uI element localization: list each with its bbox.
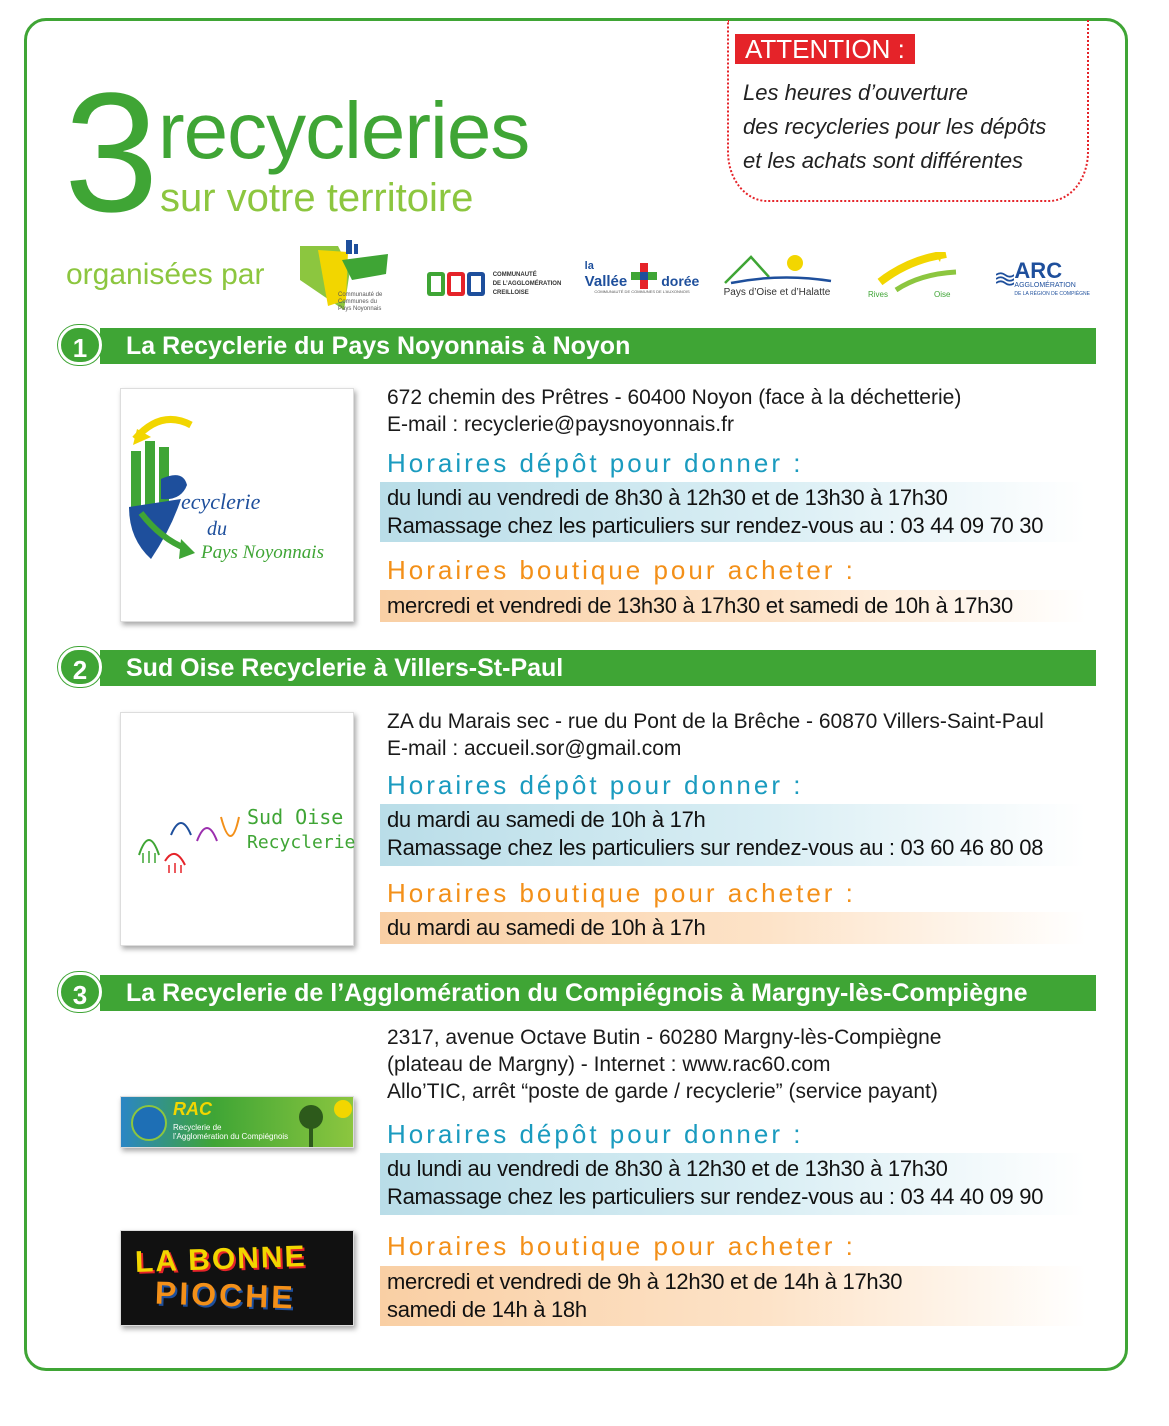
- logo-noyon-line: ecyclerie: [181, 489, 261, 514]
- section-3-deposit-heading: Horaires dépôt pour donner :: [387, 1119, 804, 1149]
- logo-rac-line: Recyclerie de: [173, 1123, 222, 1132]
- logo-rac-line: l’Agglomération du Compiégnois: [173, 1132, 289, 1141]
- organised-by-label: organisées par: [66, 258, 265, 291]
- hours-line: du lundi au vendredi de 8h30 à 12h30 et de 13h30 à 17h30: [387, 485, 948, 510]
- section-1-shop-hours: [380, 590, 1086, 622]
- logo-pays-noyonnais: [298, 240, 390, 312]
- logo-pays-noyonnais-text: Communauté de Communes du Pays Noyonnais: [338, 292, 383, 312]
- logo-acc: [418, 266, 570, 302]
- section-3-address: [387, 1024, 942, 1105]
- section-2-shop-heading: Horaires boutique pour acheter :: [387, 878, 856, 908]
- hours-line: Ramassage chez les particuliers sur rendez-vous au : 03 44 40 09 90: [387, 1184, 1044, 1209]
- section-1-address: [387, 384, 961, 438]
- logo-acc-line: COMMUNAUTÉ: [492, 271, 537, 278]
- waves-icon: [996, 266, 1014, 292]
- logo-noyon-line: Pays Noyonnais: [201, 542, 324, 563]
- hours-line: Ramassage chez les particuliers sur rendez-vous au : 03 44 09 70 30: [387, 513, 1044, 538]
- logo-vallee-name: Vallée: [584, 272, 628, 290]
- section-2-shop-hours: [380, 912, 1086, 944]
- hours-line: mercredi et vendredi de 13h30 à 17h30 et samedi de 10h à 17h30: [387, 593, 1013, 618]
- logo-sud-oise-line: Sud Oise: [247, 805, 344, 829]
- logo-arc-name: ARC: [1014, 258, 1063, 283]
- logo-sud-oise: [120, 712, 354, 946]
- section-2-deposit-heading: Horaires dépôt pour donner :: [387, 770, 804, 800]
- logo-arc: [996, 256, 1090, 302]
- address-line: ZA du Marais sec - rue du Pont de la Brêche - 60870 Villers-Saint-Paul: [387, 710, 1044, 733]
- logo-vallee-doree: dorée: [661, 272, 700, 289]
- hours-line: du mardi au samedi de 10h à 17h: [387, 807, 706, 832]
- section-3-title: La Recyclerie de l’Agglomération du Compiégnois à Margny-lès-Compiègne: [100, 975, 1096, 1011]
- logo-arc-sub: DE LA RÉGION DE COMPIÈGNE: [1014, 291, 1090, 297]
- address-line: (plateau de Margny) - Internet : www.rac60.com: [387, 1053, 831, 1076]
- attention-line: et les achats sont différentes: [743, 148, 1024, 173]
- attention-line: Les heures d’ouverture: [743, 80, 969, 105]
- page-subtitle: sur votre territoire: [160, 176, 474, 220]
- address-line: 2317, avenue Octave Butin - 60280 Margny-lès-Compiègne: [387, 1026, 942, 1049]
- hands-icon: [135, 805, 245, 875]
- section-3-number: 3: [58, 972, 102, 1012]
- rives-oise-icon: [876, 252, 964, 302]
- address-line: E-mail : accueil.sor@gmail.com: [387, 737, 682, 760]
- logo-acc-line: CREILLOISE: [492, 289, 529, 296]
- logo-rives-oise: [868, 252, 964, 302]
- attention-text: [743, 76, 1073, 178]
- logo-pioche-line: LA BONNE: [134, 1240, 308, 1279]
- hours-line: Ramassage chez les particuliers sur rendez-vous au : 03 60 46 80 08: [387, 835, 1044, 860]
- section-3-shop-heading: Horaires boutique pour acheter :: [387, 1231, 856, 1261]
- logo-acc-icon: [427, 269, 489, 299]
- section-1-title: La Recyclerie du Pays Noyonnais à Noyon: [100, 328, 1096, 364]
- logo-sud-oise-line: Recyclerie: [247, 832, 356, 853]
- logo-rives-text: Rives: [868, 290, 889, 299]
- logo-oise-halatte: [718, 246, 836, 302]
- attention-line: des recycleries pour les dépôts: [743, 114, 1047, 139]
- hours-line: du lundi au vendredi de 8h30 à 12h30 et de 13h30 à 17h30: [387, 1156, 948, 1181]
- page-title: recycleries: [158, 86, 530, 175]
- logo-vallee-sub: COMMUNAUTÉ DE COMMUNES DE L’AUXONNOIS: [594, 288, 690, 294]
- hours-line: samedi de 14h à 18h: [387, 1297, 587, 1322]
- hours-line: du mardi au samedi de 10h à 17h: [387, 915, 706, 940]
- section-1-shop-heading: Horaires boutique pour acheter :: [387, 555, 856, 585]
- section-1-number: 1: [58, 325, 102, 365]
- address-line: Allo’TIC, arrêt “poste de garde / recyclerie” (service payant): [387, 1080, 938, 1103]
- section-3-deposit-hours: [380, 1153, 1086, 1215]
- address-line: 672 chemin des Prêtres - 60400 Noyon (face à la déchetterie): [387, 386, 962, 409]
- section-3-shop-hours: [380, 1266, 1086, 1326]
- logo-rac-name: RAC: [173, 1099, 212, 1119]
- logo-recyclerie-noyon: [120, 388, 354, 622]
- section-1-deposit-heading: Horaires dépôt pour donner :: [387, 448, 804, 478]
- logo-la-bonne-pioche: [120, 1230, 354, 1326]
- logo-pioche-line: PIOCHE: [154, 1274, 297, 1316]
- logo-acc-line: DE L’AGGLOMÉRATION: [492, 280, 562, 287]
- section-2-number: 2: [58, 647, 102, 687]
- mountain-icon: [721, 251, 833, 287]
- address-line: E-mail : recyclerie@paysnoyonnais.fr: [387, 413, 734, 436]
- section-2-title: Sud Oise Recyclerie à Villers-St-Paul: [100, 650, 1096, 686]
- logo-oise-halatte-text: Pays d’Oise et d’Halatte: [723, 286, 831, 298]
- section-2-address: [387, 708, 1044, 762]
- big-number: 3: [64, 58, 155, 248]
- section-2-deposit-hours: [380, 804, 1086, 866]
- hours-line: mercredi et vendredi de 9h à 12h30 et de 14h à 17h30: [387, 1269, 903, 1294]
- logo-rac: [120, 1096, 354, 1148]
- logo-vallee-la: la: [584, 259, 594, 272]
- cross-icon: [631, 263, 657, 289]
- section-1-deposit-hours: [380, 482, 1086, 542]
- logo-vallee-doree: [584, 248, 700, 304]
- logo-arc-sub: AGGLOMÉRATION: [1014, 282, 1076, 289]
- attention-label: ATTENTION :: [735, 34, 915, 64]
- logo-oise-text: Oise: [934, 290, 951, 299]
- logo-noyon-line: du: [207, 518, 227, 540]
